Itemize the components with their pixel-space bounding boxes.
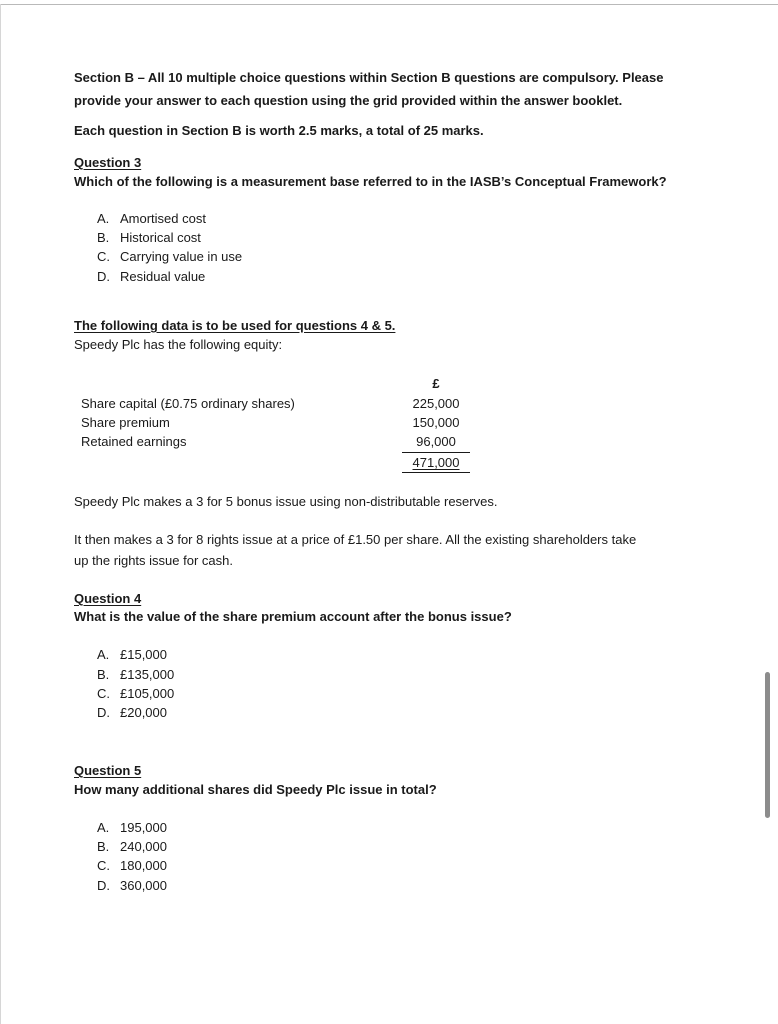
question-5-text: How many additional shares did Speedy Plc issue in total? [74, 782, 437, 797]
section-header-line-2: provide your answer to each question using the grid provided within the answer booklet. [74, 93, 623, 108]
option-letter: D. [97, 269, 110, 284]
option-letter: D. [97, 878, 110, 893]
bonus-issue-text: Speedy Plc makes a 3 for 5 bonus issue using non-distributable reserves. [74, 494, 498, 509]
currency-header: £ [432, 376, 440, 391]
question-5-heading: Question 5 [74, 763, 142, 778]
equity-row-label-retained-earnings: Retained earnings [81, 434, 187, 449]
total-top-rule [402, 452, 470, 453]
question-5-option-c [97, 858, 167, 874]
option-text: 180,000 [120, 858, 167, 873]
marks-note: Each question in Section B is worth 2.5 marks, a total of 25 marks. [74, 123, 484, 138]
question-4-text: What is the value of the share premium account after the bonus issue? [74, 609, 512, 624]
question-5-option-d [97, 878, 167, 894]
option-text: Amortised cost [120, 211, 206, 226]
equity-row-label-share-premium: Share premium [81, 415, 170, 430]
question-4-heading: Question 4 [74, 591, 142, 606]
question-3-option-a [97, 211, 206, 227]
option-text: £15,000 [120, 647, 167, 662]
option-letter: A. [97, 820, 110, 835]
total-bottom-rule [402, 472, 470, 473]
option-text: Residual value [120, 269, 206, 284]
option-letter: C. [97, 858, 110, 873]
vertical-scrollbar-thumb[interactable] [765, 672, 770, 818]
question-3-heading: Question 3 [74, 155, 142, 170]
data-block-heading: The following data is to be used for questions 4 & 5. [74, 318, 396, 333]
question-5-option-b [97, 839, 167, 855]
option-text: 195,000 [120, 820, 167, 835]
option-letter: A. [97, 647, 110, 662]
option-text: £105,000 [120, 686, 175, 701]
question-3-option-c [97, 249, 242, 265]
equity-row-value-share-premium: 150,000 [412, 415, 460, 430]
rights-issue-line-1: It then makes a 3 for 8 rights issue at a price of £1.50 per share. All the existing shareholders take [74, 532, 637, 547]
question-4-option-b [97, 667, 174, 683]
option-text: Carrying value in use [120, 249, 243, 264]
section-header-line-1: Section B – All 10 multiple choice questions within Section B questions are compulsory. Please [74, 70, 664, 85]
option-letter: C. [97, 686, 110, 701]
option-text: Historical cost [120, 230, 201, 245]
option-text: 360,000 [120, 878, 167, 893]
question-5-option-a [97, 820, 167, 836]
option-letter: B. [97, 230, 110, 245]
question-3-option-d [97, 269, 205, 285]
question-4-option-d [97, 705, 167, 721]
question-3-option-b [97, 230, 201, 246]
rights-issue-line-2: up the rights issue for cash. [74, 553, 233, 568]
question-3-text: Which of the following is a measurement base referred to in the IASB’s Conceptual Framework? [74, 174, 667, 189]
option-letter: B. [97, 839, 110, 854]
equity-row-label-share-capital: Share capital (£0.75 ordinary shares) [81, 396, 295, 411]
option-text: £135,000 [120, 667, 175, 682]
page-left-border [0, 4, 1, 1024]
option-text: 240,000 [120, 839, 167, 854]
question-4-option-a [97, 647, 167, 663]
page-top-border [0, 4, 778, 5]
equity-total: 471,000 [412, 455, 460, 470]
option-letter: C. [97, 249, 110, 264]
question-4-option-c [97, 686, 174, 702]
option-letter: B. [97, 667, 110, 682]
data-block-intro: Speedy Plc has the following equity: [74, 337, 283, 352]
equity-row-value-share-capital: 225,000 [412, 396, 460, 411]
option-letter: A. [97, 211, 110, 226]
equity-row-value-retained-earnings: 96,000 [416, 434, 456, 449]
option-text: £20,000 [120, 705, 167, 720]
option-letter: D. [97, 705, 110, 720]
